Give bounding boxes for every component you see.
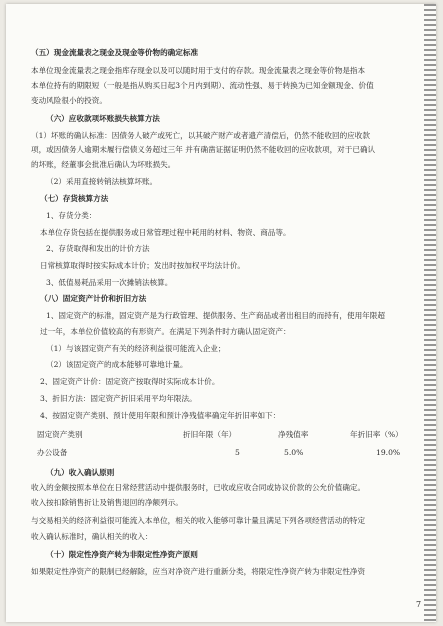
table-cell-residual: 5.0% xyxy=(284,448,304,457)
body-line: 如果限定性净资产的限制已经解除，应当对净资产进行重新分类，将限定性净资产转为非限定性净资 xyxy=(31,567,366,576)
section-heading: （十）限定性净资产转为非限定性净资产原则 xyxy=(46,550,198,559)
table-header-rate: 年折旧率（%） xyxy=(350,430,403,439)
body-line: 本单位持有的期限短（一般是指从购买日起3个月内到期）、流动性强、易于转换为已知金额现金、价值 xyxy=(31,81,374,90)
table-header-years: 折旧年限（年） xyxy=(183,430,237,439)
page-number: 7 xyxy=(416,600,422,609)
body-line: 的坏账，经董事会批准后确认为坏账损失。 xyxy=(31,160,176,169)
spiral-binding xyxy=(424,4,436,622)
body-line: 收入的金额按照本单位在日常经营活动中提供服务时，已收或应收合同或协议价款的公允价值确定。 xyxy=(31,483,366,492)
body-line: 2、存货取得和发出的计价方法 xyxy=(46,244,150,253)
table-header-category: 固定资产类别 xyxy=(37,430,83,439)
body-line: 过一年，本单位价值较高的有形资产。在满足下列条件时方确认固定资产： xyxy=(40,327,291,336)
body-line: 1、固定资产的标准，固定资产是为行政管理、提供服务、生产商品或者出租目的而持有，使用年限超 xyxy=(46,311,385,320)
table-cell-category: 办公设备 xyxy=(37,448,68,457)
body-line: （1）坏账的确认标准：因债务人破产或死亡，以其破产财产或者遗产清偿后，仍然不能收回的应收款 xyxy=(31,131,370,140)
table-cell-years: 5 xyxy=(235,448,240,457)
table-row xyxy=(6,448,436,458)
body-line: 1、存货分类： xyxy=(46,211,97,220)
body-line: 收入按扣除销售折让及销售退回的净额列示。 xyxy=(31,498,183,507)
body-line: （1）与该固定资产有关的经济利益很可能流入企业； xyxy=(46,344,226,353)
table-cell-rate: 19.0% xyxy=(376,448,401,457)
table-header xyxy=(6,430,436,440)
body-line: 本单位存货包括在提供服务或日常管理过程中耗用的材料、物资、商品等。 xyxy=(40,228,291,237)
body-line: 变动风险很小的投资。 xyxy=(31,96,107,105)
body-line: 本单位现金流量表之现金指库存现金以及可以随时用于支付的存款。现金流量表之现金等价物是指本 xyxy=(31,66,366,75)
body-line: 4、按固定资产类别、预计使用年限和预计净残值率确定年折旧率如下： xyxy=(40,411,281,420)
section-heading: （六）应收款项坏账损失核算方法 xyxy=(46,114,160,123)
body-line: 日常核算取得时按实际成本计价；发出时按加权平均法计价。 xyxy=(40,261,246,270)
section-heading: （九）收入确认原则 xyxy=(46,468,115,477)
body-line: 与交易相关的经济利益很可能流入本单位，相关的收入能够可靠计量且满足下列各项经营活动的特定 xyxy=(31,516,366,525)
section-heading: （七）存货核算方法 xyxy=(40,194,109,203)
body-line: （2）该固定资产的成本能够可靠地计量。 xyxy=(46,360,188,369)
body-line: 3、折旧方法：固定资产折旧采用平均年限法。 xyxy=(40,394,197,403)
body-line: 3、低值易耗品采用一次摊销法核算。 xyxy=(46,278,173,287)
document-page xyxy=(6,4,436,622)
section-heading: （八）固定资产计价和折旧方法 xyxy=(40,294,147,303)
body-line: （2）采用直接转销法核算坏账。 xyxy=(46,177,158,186)
body-line: 2、固定资产计价：固定资产按取得时实际成本计价。 xyxy=(40,377,220,386)
body-line: 收入确认标准时，确认相关的收入： xyxy=(31,532,153,541)
section-heading: （五）现金流量表之现金及现金等价物的确定标准 xyxy=(31,48,199,57)
table-header-residual: 净残值率 xyxy=(278,430,309,439)
body-line: 项，或因债务人逾期未履行偿债义务超过三年 并有确凿证据证明仍然不能收回的应收款项，对于已确认 xyxy=(31,145,376,154)
